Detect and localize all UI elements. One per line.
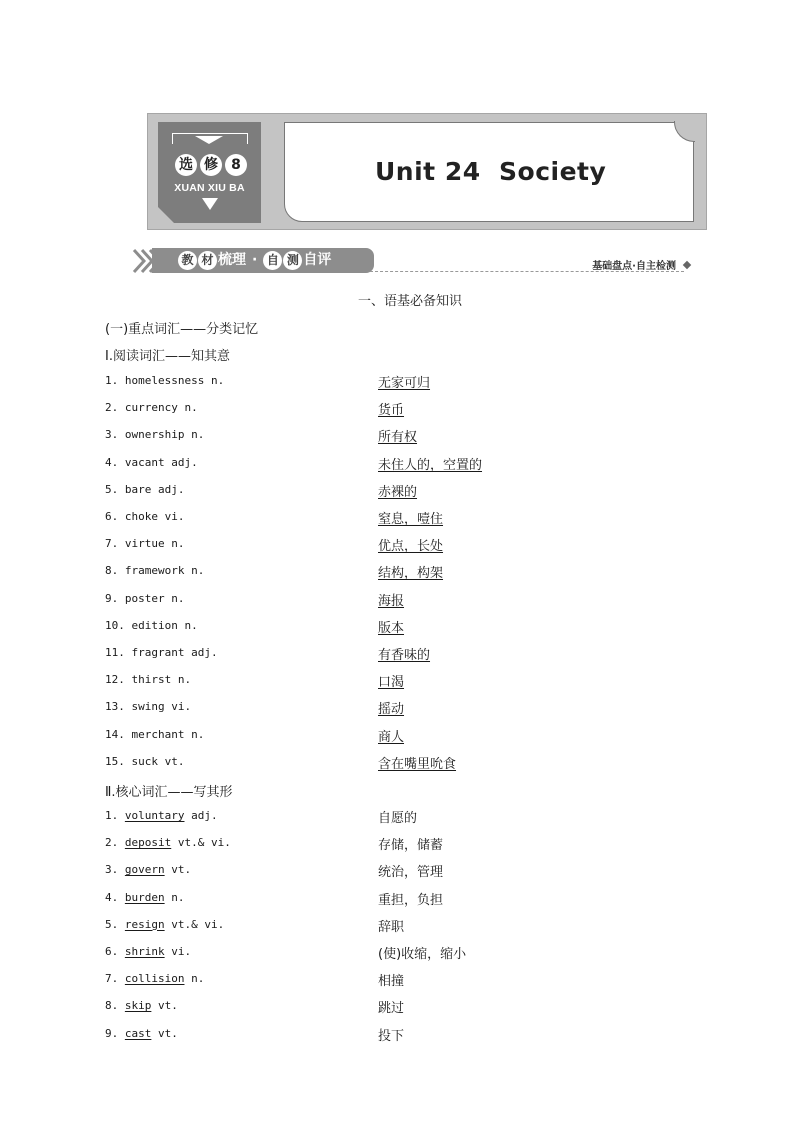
vocab-number: 2. xyxy=(105,836,119,850)
label-circle-1: 教 xyxy=(178,251,197,270)
reading-vocab-heading: Ⅰ.阅读词汇——知其意 xyxy=(105,349,230,364)
vocab-meaning: 货币 xyxy=(378,403,405,419)
vocab-row xyxy=(105,753,665,771)
vocab-meaning: 摇动 xyxy=(378,702,405,718)
vocab-english xyxy=(105,646,218,659)
vocab-word: shrink xyxy=(124,945,165,958)
vocab-english xyxy=(105,945,191,958)
vocab-number: 8. xyxy=(105,999,119,1013)
vocab-row xyxy=(105,698,665,716)
vocab-row xyxy=(105,426,665,444)
vocab-word: cast xyxy=(124,1026,152,1040)
vocab-word: edition xyxy=(131,618,178,632)
vocab-pos: adj. xyxy=(191,646,218,659)
badge-char-1: 选 xyxy=(175,154,197,176)
vocab-english xyxy=(105,456,198,469)
vocab-number: 5. xyxy=(105,917,119,931)
vocab-word: ownership xyxy=(124,428,185,442)
vocab-english xyxy=(105,592,185,605)
title-panel xyxy=(284,122,694,222)
panel-corner xyxy=(674,121,695,142)
vocab-row xyxy=(105,644,665,662)
vocab-number: 15. xyxy=(105,754,125,768)
vocab-row xyxy=(105,399,665,417)
vocab-row xyxy=(105,970,665,988)
vocab-pos: vi. xyxy=(164,510,185,523)
vocab-word: collision xyxy=(124,972,185,986)
label-circle-4: 测 xyxy=(283,251,302,270)
vocab-number: 14. xyxy=(105,727,125,741)
vocab-english xyxy=(105,999,178,1012)
vocab-pos: vi. xyxy=(171,700,192,714)
subsection-heading: (一)重点词汇——分类记忆 xyxy=(105,322,259,337)
vocab-word: bare xyxy=(124,482,152,496)
vocab-meaning: 跳过 xyxy=(378,1001,405,1017)
vocab-row xyxy=(105,535,665,553)
vocab-number: 5. xyxy=(105,482,119,496)
vocab-english xyxy=(105,537,185,550)
vocab-number: 2. xyxy=(105,401,119,415)
vocab-meaning: 窒息，噎住 xyxy=(378,512,444,527)
vocab-pos: n. xyxy=(184,401,198,415)
vocab-row xyxy=(105,997,665,1015)
vocab-row xyxy=(105,590,665,608)
vocab-english xyxy=(105,564,204,577)
vocab-word: deposit xyxy=(124,836,172,850)
vocab-row xyxy=(105,861,665,879)
vocab-word: choke xyxy=(124,510,158,523)
vocab-pos: adj. xyxy=(191,809,218,822)
vocab-english xyxy=(105,700,191,713)
badge-circles xyxy=(175,154,247,176)
core-vocab-heading: Ⅱ.核心词汇——写其形 xyxy=(105,785,233,800)
badge-char-3: 8 xyxy=(225,154,247,176)
vocab-meaning: 辞职 xyxy=(378,919,405,935)
vocab-word: voluntary xyxy=(124,809,185,822)
vocab-pos: vt. xyxy=(158,999,178,1013)
vocab-english xyxy=(105,510,185,523)
vocab-meaning: (使)收缩，缩小 xyxy=(378,947,467,962)
vocab-meaning: 口渴 xyxy=(378,675,405,691)
vocab-row xyxy=(105,1025,665,1043)
vocab-number: 4. xyxy=(105,455,119,469)
vocab-meaning: 含在嘴里吮食 xyxy=(378,756,457,772)
vocab-row xyxy=(105,834,665,852)
vocab-meaning: 优点，长处 xyxy=(378,539,444,555)
section-title: 一、语基必备知识 xyxy=(357,294,462,309)
vocab-pos: n. xyxy=(171,591,185,605)
vocab-meaning: 所有权 xyxy=(378,430,418,446)
vocab-english xyxy=(105,836,231,849)
vocab-row xyxy=(105,508,665,526)
vocab-pos: n. xyxy=(191,428,205,442)
vocab-row xyxy=(105,372,665,390)
vocab-number: 7. xyxy=(105,972,119,986)
vocab-pos: n. xyxy=(210,374,225,387)
vocab-english xyxy=(105,972,204,985)
vocab-row xyxy=(105,889,665,907)
badge-ornament xyxy=(172,133,248,144)
vocab-english xyxy=(105,483,185,496)
vocab-pos: n. xyxy=(191,564,205,578)
vocab-english xyxy=(105,401,198,414)
vocab-word: skip xyxy=(124,999,152,1013)
label-circle-3: 自 xyxy=(263,251,282,270)
vocab-number: 9. xyxy=(105,1026,119,1040)
vocab-meaning: 海报 xyxy=(378,593,405,609)
vocab-number: 1. xyxy=(105,374,119,387)
badge-pinyin: XUAN XIU BA xyxy=(174,182,245,194)
triangle-down-icon xyxy=(202,198,218,210)
vocab-pos: vt. xyxy=(158,1026,178,1040)
vocab-meaning: 版本 xyxy=(378,620,405,636)
vocab-word: resign xyxy=(124,917,165,931)
vocab-word: framework xyxy=(124,564,185,578)
vocab-word: burden xyxy=(124,890,165,904)
vocab-pos: vt. xyxy=(171,863,192,877)
vocab-meaning: 结构，构架 xyxy=(378,566,444,582)
vocab-word: thirst xyxy=(131,673,172,687)
vocab-meaning: 重担，负担 xyxy=(378,892,444,908)
vocab-word: poster xyxy=(124,591,165,605)
unit-banner xyxy=(147,113,707,230)
vocab-meaning: 自愿的 xyxy=(378,811,418,826)
vocab-number: 6. xyxy=(105,510,119,523)
vocab-english xyxy=(105,374,224,387)
vocab-pos: vt.& vi. xyxy=(177,836,231,850)
header-right-caption: 基础盘点·自主检测 xyxy=(592,261,676,272)
vocab-pos: vi. xyxy=(171,945,192,958)
unit-title: Unit 24 Society xyxy=(375,157,607,186)
vocab-english xyxy=(105,673,191,686)
vocab-meaning: 赤裸的 xyxy=(378,484,418,500)
vocab-row xyxy=(105,671,665,689)
vocab-row xyxy=(105,916,665,934)
diamond-icon xyxy=(683,261,691,269)
page-fold xyxy=(158,207,174,223)
vocab-english xyxy=(105,863,191,876)
vocab-row xyxy=(105,481,665,499)
vocab-english xyxy=(105,809,218,822)
label-text-1: 梳理 xyxy=(218,252,246,268)
vocab-pos: n. xyxy=(171,537,185,551)
vocab-meaning: 有香味的 xyxy=(378,648,431,663)
vocab-pos: adj. xyxy=(171,455,198,469)
vocab-number: 4. xyxy=(105,890,119,904)
vocab-meaning: 商人 xyxy=(378,729,405,745)
vocab-word: swing xyxy=(131,700,165,714)
vocab-word: fragrant xyxy=(131,646,185,659)
section-header-bar xyxy=(130,248,692,276)
vocab-row xyxy=(105,454,665,472)
vocab-row xyxy=(105,943,665,961)
vocab-row xyxy=(105,726,665,744)
vocab-pos: vt. xyxy=(164,754,185,768)
vocab-english xyxy=(105,1027,178,1040)
vocab-number: 9. xyxy=(105,591,119,605)
vocab-word: merchant xyxy=(131,727,185,741)
vocab-number: 1. xyxy=(105,809,119,822)
vocab-word: suck xyxy=(131,754,158,768)
vocab-pos: n. xyxy=(177,673,192,687)
vocab-word: homelessness xyxy=(124,374,205,387)
vocab-number: 11. xyxy=(105,646,125,659)
vocab-meaning: 投下 xyxy=(378,1028,405,1044)
vocab-number: 12. xyxy=(105,673,125,687)
vocab-word: govern xyxy=(124,863,165,877)
vocab-english xyxy=(105,728,204,741)
vocab-number: 8. xyxy=(105,564,119,578)
vocab-number: 10. xyxy=(105,618,125,632)
vocab-row xyxy=(105,562,665,580)
vocab-row xyxy=(105,807,665,825)
vocab-pos: adj. xyxy=(158,482,185,496)
vocab-word: vacant xyxy=(124,455,165,469)
label-dot: · xyxy=(252,252,258,268)
vocab-meaning: 相撞 xyxy=(378,974,405,990)
label-text-2: 自评 xyxy=(303,252,332,268)
section-label-pill xyxy=(152,248,374,273)
label-circle-2: 材 xyxy=(198,251,217,270)
vocab-number: 13. xyxy=(105,700,125,714)
vocab-english xyxy=(105,619,198,632)
vocab-word: virtue xyxy=(124,537,165,551)
elective-badge xyxy=(158,122,261,223)
vocab-english xyxy=(105,891,185,904)
label-group-1 xyxy=(178,251,331,270)
vocab-pos: n. xyxy=(171,890,185,904)
badge-char-2: 修 xyxy=(200,154,222,176)
vocab-pos: n. xyxy=(191,727,205,741)
vocab-pos: n. xyxy=(184,618,198,632)
vocab-word: currency xyxy=(124,401,178,415)
vocab-number: 3. xyxy=(105,863,119,877)
vocab-row xyxy=(105,617,665,635)
vocab-pos: vt.& vi. xyxy=(171,917,225,931)
vocab-english xyxy=(105,428,204,441)
vocab-english xyxy=(105,755,185,768)
vocab-english xyxy=(105,918,224,931)
vocab-number: 6. xyxy=(105,945,119,958)
vocab-meaning: 无家可归 xyxy=(378,376,431,391)
vocab-number: 3. xyxy=(105,428,119,442)
vocab-meaning: 统治，管理 xyxy=(378,865,444,881)
vocab-meaning: 存储，储蓄 xyxy=(378,838,444,854)
vocab-number: 7. xyxy=(105,537,119,551)
vocab-pos: n. xyxy=(191,972,205,986)
vocab-meaning: 未住人的，空置的 xyxy=(378,457,483,473)
